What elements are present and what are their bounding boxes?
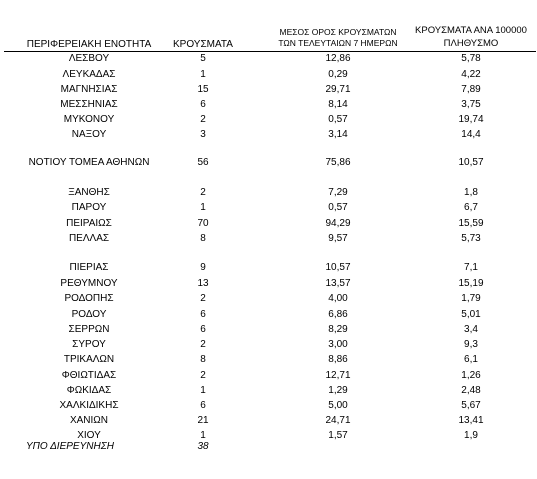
region-cell: ΜΥΚΟΝΟΥ bbox=[63, 114, 115, 125]
region-cell: ΧΑΝΙΩΝ bbox=[69, 415, 109, 426]
avg7-cell: 4,00 bbox=[328, 293, 348, 304]
region-cell: ΠΕΙΡΑΙΩΣ bbox=[66, 218, 112, 229]
header-cases: ΚΡΟΥΣΜΑΤΑ bbox=[173, 39, 233, 50]
cases-cell: 3 bbox=[200, 129, 206, 140]
footer-label: ΥΠΟ ΔΙΕΡΕΥΝΗΣΗ bbox=[26, 441, 114, 452]
region-cell: ΠΕΛΛΑΣ bbox=[68, 233, 110, 244]
avg7-cell: 0,57 bbox=[328, 202, 348, 213]
cases-cell: 2 bbox=[200, 339, 206, 350]
region-cell: ΛΕΣΒΟΥ bbox=[68, 53, 110, 64]
avg7-cell: 9,57 bbox=[328, 233, 348, 244]
per100k-cell: 5,01 bbox=[461, 309, 481, 320]
header-per100k-line2: ΠΛΗΘΥΣΜΟ bbox=[443, 38, 499, 49]
cases-cell: 1 bbox=[200, 385, 206, 396]
per100k-cell: 15,59 bbox=[458, 218, 484, 229]
per100k-cell: 19,74 bbox=[458, 114, 484, 125]
header-region: ΠΕΡΙΦΕΡΕΙΑΚΗ ΕΝΟΤΗΤΑ bbox=[26, 39, 152, 50]
header-avg7-line1: ΜΕΣΟΣ ΟΡΟΣ ΚΡΟΥΣΜΑΤΩΝ bbox=[279, 27, 397, 37]
avg7-cell: 8,86 bbox=[328, 354, 348, 365]
cases-cell: 6 bbox=[200, 99, 206, 110]
cases-cell: 1 bbox=[200, 202, 206, 213]
cases-cell: 2 bbox=[200, 187, 206, 198]
avg7-cell: 6,86 bbox=[328, 309, 348, 320]
region-cell: ΜΕΣΣΗΝΙΑΣ bbox=[60, 99, 118, 110]
region-cell: ΡΟΔΟΠΗΣ bbox=[64, 293, 114, 304]
avg7-cell: 3,14 bbox=[328, 129, 348, 140]
region-cell: ΠΑΡΟΥ bbox=[71, 202, 107, 213]
region-cell: ΧΙΟΥ bbox=[77, 430, 101, 441]
per100k-cell: 14,4 bbox=[461, 129, 481, 140]
per100k-cell: 5,78 bbox=[461, 53, 481, 64]
per100k-cell: 7,1 bbox=[464, 262, 478, 273]
per100k-cell: 1,26 bbox=[461, 370, 481, 381]
avg7-cell: 1,57 bbox=[328, 430, 348, 441]
region-cell: ΣΕΡΡΩΝ bbox=[68, 324, 110, 335]
per100k-cell: 9,3 bbox=[464, 339, 478, 350]
cases-cell: 5 bbox=[200, 53, 206, 64]
cases-cell: 13 bbox=[197, 278, 209, 289]
per100k-cell: 5,67 bbox=[461, 400, 481, 411]
avg7-cell: 1,29 bbox=[328, 385, 348, 396]
cases-cell: 8 bbox=[200, 354, 206, 365]
per100k-cell: 1,8 bbox=[464, 187, 478, 198]
region-cell: ΡΟΔΟΥ bbox=[71, 309, 107, 320]
header-per100k-line1: ΚΡΟΥΣΜΑΤΑ ΑΝΑ 100000 bbox=[415, 25, 527, 36]
avg7-cell: 0,29 bbox=[328, 69, 348, 80]
cases-cell: 9 bbox=[200, 262, 206, 273]
region-cell: ΦΘΙΩΤΙΔΑΣ bbox=[61, 370, 117, 381]
cases-cell: 2 bbox=[200, 114, 206, 125]
region-cell: ΛΕΥΚΑΔΑΣ bbox=[62, 69, 116, 80]
per100k-cell: 2,48 bbox=[461, 385, 481, 396]
per100k-cell: 1,9 bbox=[464, 430, 478, 441]
cases-cell: 21 bbox=[197, 415, 209, 426]
region-cell: ΜΑΓΝΗΣΙΑΣ bbox=[60, 84, 118, 95]
per100k-cell: 3,4 bbox=[464, 324, 478, 335]
region-cell: ΝΑΞΟΥ bbox=[71, 129, 107, 140]
per100k-cell: 10,57 bbox=[458, 157, 484, 168]
per100k-cell: 1,79 bbox=[461, 293, 481, 304]
per100k-cell: 7,89 bbox=[461, 84, 481, 95]
cases-cell: 1 bbox=[200, 69, 206, 80]
region-cell: ΝΟΤΙΟΥ ΤΟΜΕΑ ΑΘΗΝΩΝ bbox=[28, 157, 150, 168]
avg7-cell: 29,71 bbox=[325, 84, 351, 95]
cases-cell: 2 bbox=[200, 293, 206, 304]
cases-cell: 70 bbox=[197, 218, 209, 229]
cases-cell: 6 bbox=[200, 400, 206, 411]
cases-cell: 8 bbox=[200, 233, 206, 244]
avg7-cell: 10,57 bbox=[325, 262, 351, 273]
avg7-cell: 13,57 bbox=[325, 278, 351, 289]
cases-cell: 6 bbox=[200, 309, 206, 320]
avg7-cell: 7,29 bbox=[328, 187, 348, 198]
avg7-cell: 12,86 bbox=[325, 53, 351, 64]
footer-cases: 38 bbox=[197, 441, 209, 452]
avg7-cell: 8,29 bbox=[328, 324, 348, 335]
avg7-cell: 24,71 bbox=[325, 415, 351, 426]
region-cell: ΧΑΛΚΙΔΙΚΗΣ bbox=[59, 400, 119, 411]
per100k-cell: 3,75 bbox=[461, 99, 481, 110]
cases-cell: 56 bbox=[197, 157, 209, 168]
region-cell: ΣΥΡΟΥ bbox=[72, 339, 106, 350]
avg7-cell: 0,57 bbox=[328, 114, 348, 125]
avg7-cell: 75,86 bbox=[325, 157, 351, 168]
cases-cell: 15 bbox=[197, 84, 209, 95]
per100k-cell: 13,41 bbox=[458, 415, 484, 426]
region-cell: ΤΡΙΚΑΛΩΝ bbox=[63, 354, 115, 365]
cases-cell: 6 bbox=[200, 324, 206, 335]
header-avg7-line2: ΤΩΝ ΤΕΛΕΥΤΑΙΩΝ 7 ΗΜΕΡΩΝ bbox=[278, 38, 398, 48]
avg7-cell: 12,71 bbox=[325, 370, 351, 381]
region-cell: ΡΕΘΥΜΝΟΥ bbox=[60, 278, 118, 289]
region-cell: ΞΑΝΘΗΣ bbox=[68, 187, 110, 198]
per100k-cell: 15,19 bbox=[458, 278, 484, 289]
per100k-cell: 6,1 bbox=[464, 354, 478, 365]
region-cell: ΦΩΚΙΔΑΣ bbox=[66, 385, 112, 396]
header-divider bbox=[4, 51, 536, 52]
avg7-cell: 3,00 bbox=[328, 339, 348, 350]
per100k-cell: 4,22 bbox=[461, 69, 481, 80]
cases-cell: 2 bbox=[200, 370, 206, 381]
cases-cell: 1 bbox=[200, 430, 206, 441]
avg7-cell: 94,29 bbox=[325, 218, 351, 229]
region-cell: ΠΙΕΡΙΑΣ bbox=[69, 262, 109, 273]
per100k-cell: 6,7 bbox=[464, 202, 478, 213]
per100k-cell: 5,73 bbox=[461, 233, 481, 244]
avg7-cell: 5,00 bbox=[328, 400, 348, 411]
avg7-cell: 8,14 bbox=[328, 99, 348, 110]
